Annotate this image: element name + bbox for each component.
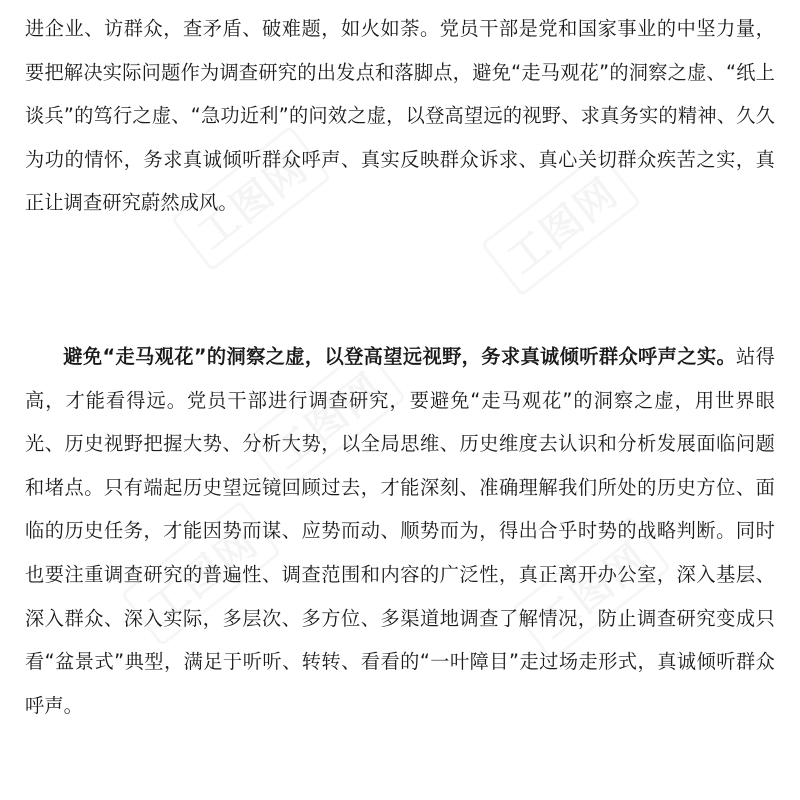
paragraph-lead-sentence: 避免“走马观花”的洞察之虚，以登高望远视野，务求真诚倾听群众呼声之实。 <box>63 345 737 368</box>
paragraph <box>25 335 775 727</box>
paragraph <box>25 7 775 225</box>
paragraph-text: 进企业、访群众，查矛盾、破难题，如火如荼。党员干部是党和国家事业的中坚力量，要把解决实际问题作为调查研究的出发点和落脚点，避免“走马观花”的洞察之虚、“纸上谈兵”的笃行之虚、“急功近利”的问效之虚，以登高望远的视野、求真务实的精神、久久为功的情怀，务求真诚倾听群众呼声、真实反映群众诉求、真心关切群众疾苦之实，真正让调查研究蔚然成风。 <box>25 17 775 215</box>
paragraph-text: 站得高，才能看得远。党员干部进行调查研究，要避免“走马观花”的洞察之虚，用世界眼光、历史视野把握大势、分析大势，以全局思维、历史维度去认识和分析发展面临问题和堵点。只有端起历史望远镜回顾过去，才能深刻、准确理解我们所处的历史方位、面临的历史任务，才能因势而谋、应势而动、顺势而为，得出合乎时势的战略判断。同时也要注重调查研究的普遍性、调查范围和内容的广泛性，真正离开办公室，深入基层、深入群众、深入实际，多层次、多方位、多渠道地调查了解情况，防止调查研究变成只看“盆景式”典型，满足于听听、转转、看看的“一叶障目”走过场走形式，真诚倾听群众呼声。 <box>25 345 775 717</box>
